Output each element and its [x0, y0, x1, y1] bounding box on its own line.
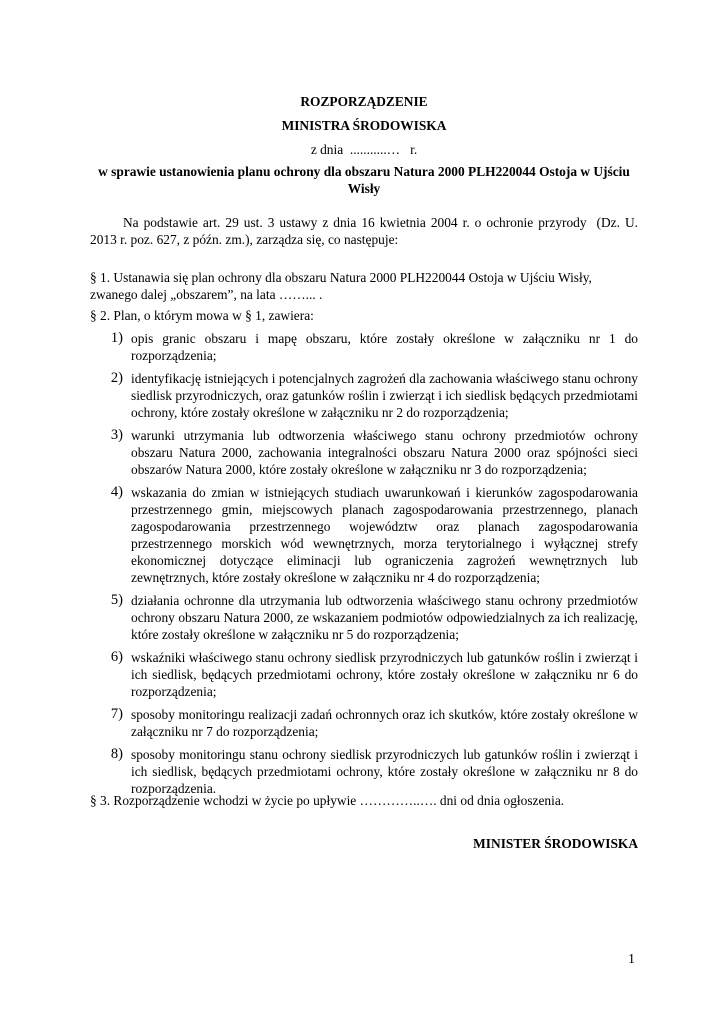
plan-contents-list	[90, 330, 638, 803]
list-item-number: 7)	[110, 706, 123, 722]
list-item-text: działania ochronne dla utrzymania lub odtworzenia właściwego stanu ochrony przedmiotów ochrony obszaru Natura 2000, ze wskazaniem podmiotów odpowiedzialnych za ich realizację, które zostały określone w załączniku nr 5 do rozporządzenia;	[131, 593, 638, 642]
subject-heading: w sprawie ustanowienia planu ochrony dla obszaru Natura 2000 PLH220044 Ostoja w Ujściu Wisły	[98, 164, 630, 196]
paragraph-3: § 3. Rozporządzenie wchodzi w życie po upływie …………..…. dni od dnia ogłoszenia.	[90, 793, 565, 808]
list-item	[90, 649, 638, 700]
list-item-number: 3)	[110, 427, 123, 443]
page-number: 1	[628, 952, 635, 967]
list-item-number: 1)	[110, 330, 123, 346]
list-item-number: 4)	[110, 484, 123, 500]
list-item	[90, 746, 638, 797]
list-item	[90, 427, 638, 478]
signature-line: MINISTER ŚRODOWISKA	[473, 836, 638, 851]
legal-basis-text: Na podstawie art. 29 ust. 3 ustawy z dnia 16 kwietnia 2004 r. o ochronie przyrody (Dz. U. 2013 r. poz. 627, z późn. zm.), zarządza się, co następuje:	[90, 215, 642, 247]
list-item	[90, 592, 638, 643]
list-item-text: warunki utrzymania lub odtworzenia właściwego stanu ochrony przedmiotów ochrony obszaru Natura 2000, zachowania integralności obszaru Natura 2000 oraz spójności sieci obszarów Natura 2000, które zostały określone w załączniku nr 3 do rozporządzenia;	[131, 428, 638, 477]
legal-basis	[90, 214, 642, 248]
list-item-text: sposoby monitoringu realizacji zadań ochronnych oraz ich skutków, które zostały określone w załączniku nr 7 do rozporządzenia;	[131, 707, 638, 739]
list-item	[90, 706, 638, 740]
list-item-text: opis granic obszaru i mapę obszaru, które zostały określone w załączniku nr 1 do rozporządzenia;	[131, 331, 638, 363]
list-item-number: 8)	[110, 746, 123, 762]
list-item-text: wskaźniki właściwego stanu ochrony siedlisk przyrodniczych lub gatunków roślin i zwierząt i ich siedlisk, będących przedmiotami ochrony, które zostały określone w załączniku nr 6 do rozporządzenia;	[131, 650, 638, 699]
paragraph-1: § 1. Ustanawia się plan ochrony dla obszaru Natura 2000 PLH220044 Ostoja w Ujściu Wisły, zwanego dalej „obszarem”, na lata ……... .	[90, 270, 592, 302]
list-item	[90, 370, 638, 421]
issuer-heading: MINISTRA ŚRODOWISKA	[281, 118, 447, 133]
list-item-text: identyfikację istniejących i potencjalnych zagrożeń dla zachowania właściwego stanu ochrony siedlisk przyrodniczych, oraz gatunków roślin i zwierząt i ich siedlisk będących przedmiotami ochrony, które zostały określone w załączniku nr 2 do rozporządzenia;	[131, 371, 638, 420]
list-item-number: 6)	[110, 649, 123, 665]
paragraph-2: § 2. Plan, o którym mowa w § 1, zawiera:	[90, 308, 314, 323]
list-item-text: sposoby monitoringu stanu ochrony siedlisk przyrodniczych lub gatunków roślin i zwierząt i ich siedlisk, będących przedmiotami ochrony, które zostały określone w załączniku nr 8 do rozporządzenia.	[131, 747, 638, 796]
list-item-text: wskazania do zmian w istniejących studiach uwarunkowań i kierunków zagospodarowania przestrzennego gmin, miejscowych planach zagospodarowania przestrzennego, planach zagospodarowania przestrzennego województw oraz planach zagospodarowania przestrzennego morskich wód wewnętrznych, morza terytorialnego i wyłącznej strefy ekonomicznej dotyczące eliminacji lub ograniczenia zagrożeń wewnętrznych lub zewnętrznych, które zostały określone w załączniku nr 4 do rozporządzenia;	[131, 485, 638, 585]
list-item	[90, 484, 638, 586]
list-item-number: 2)	[110, 370, 123, 386]
date-line: z dnia ...........… r.	[310, 142, 418, 157]
list-item-number: 5)	[110, 592, 123, 608]
document-title: ROZPORZĄDZENIE	[300, 94, 428, 109]
list-item	[90, 330, 638, 364]
